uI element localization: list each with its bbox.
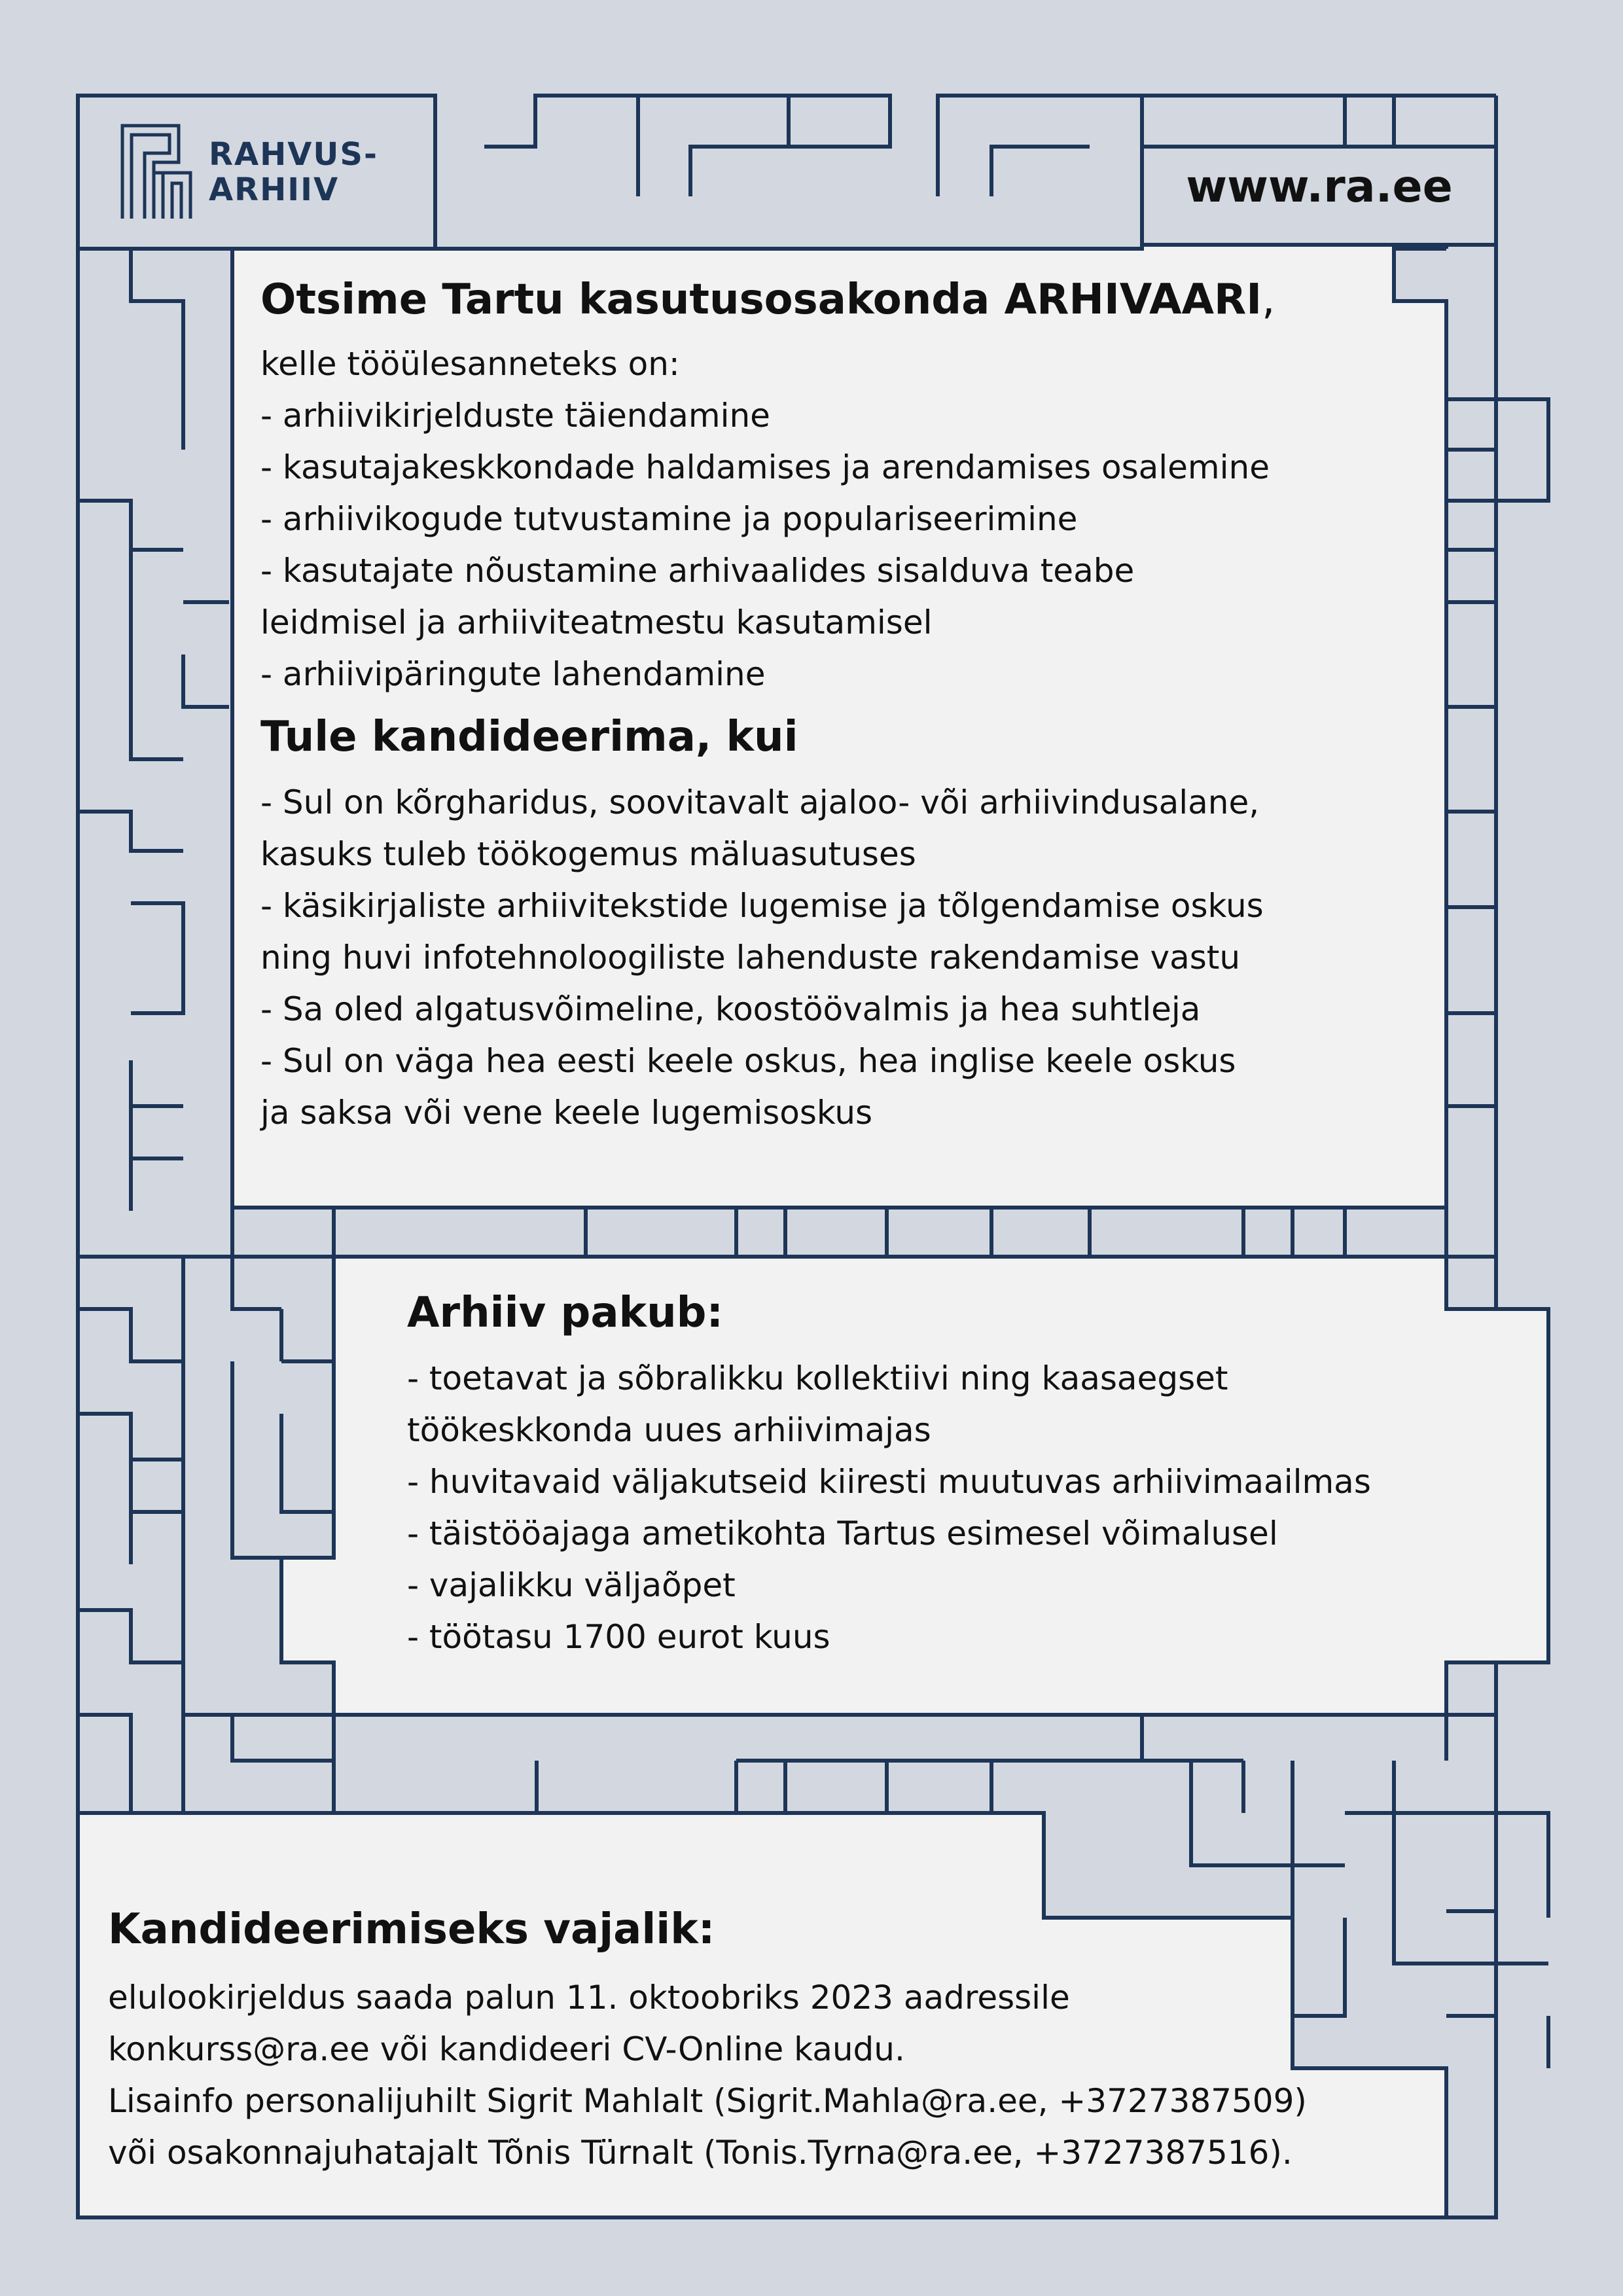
logo[interactable] bbox=[78, 96, 435, 249]
offer-title: Arhiiv pakub: bbox=[407, 1289, 724, 1337]
application-section bbox=[108, 1905, 1469, 2179]
duties-lead: kelle tööülesanneteks on: bbox=[260, 344, 680, 383]
job-intro-section bbox=[260, 275, 1432, 1139]
requirement-item: ja saksa või vene keele lugemisoskus bbox=[260, 1093, 873, 1132]
duty-item: leidmisel ja arhiiviteatmestu kasutamisel bbox=[260, 603, 933, 641]
duty-item: - kasutajate nõustamine arhivaalides sisalduva teabe bbox=[260, 551, 1135, 590]
offer-section bbox=[407, 1288, 1520, 1663]
job-title-main: Otsime Tartu kasutusosakonda ARHIVAARI bbox=[260, 276, 1262, 324]
requirements-title: Tule kandideerima, kui bbox=[260, 712, 798, 761]
duties-list bbox=[260, 390, 1432, 700]
logo-line2: ARHIIV bbox=[209, 171, 340, 208]
application-line: elulookirjeldus saada palun 11. oktoobriks 2023 aadressile bbox=[108, 1978, 1070, 2017]
requirements-list bbox=[260, 777, 1432, 1139]
offer-list bbox=[407, 1353, 1520, 1663]
application-title: Kandideerimiseks vajalik: bbox=[108, 1905, 715, 1954]
logo-line1: RAHVUS- bbox=[209, 136, 378, 173]
offer-item: - toetavat ja sõbralikku kollektiivi ning kaasaegset bbox=[407, 1359, 1228, 1397]
duty-item: - arhiivipäringute lahendamine bbox=[260, 655, 766, 693]
offer-item: - täistööajaga ametikohta Tartus esimesel võimalusel bbox=[407, 1514, 1278, 1552]
contact-line[interactable]: Lisainfo personalijuhilt Sigrit Mahlalt (Sigrit.Mahla@ra.ee, +3727387509) bbox=[108, 2081, 1307, 2120]
requirement-item: - Sul on kõrgharidus, soovitavalt ajaloo- või arhiivindusalane, bbox=[260, 783, 1260, 821]
contact-line[interactable]: või osakonnajuhatajalt Tõnis Türnalt (Tonis.Tyrna@ra.ee, +3727387516). bbox=[108, 2133, 1293, 2172]
application-line-email[interactable]: konkurss@ra.ee või kandideeri CV-Online kaudu. bbox=[108, 2030, 905, 2068]
offer-item: - töötasu 1700 eurot kuus bbox=[407, 1617, 830, 1656]
offer-item: töökeskkonda uues arhiivimajas bbox=[407, 1410, 931, 1449]
duty-item: - arhiivikirjelduste täiendamine bbox=[260, 396, 770, 435]
logo-text bbox=[209, 137, 378, 207]
duty-item: - arhiivikogude tutvustamine ja populariseerimine bbox=[260, 499, 1078, 538]
offer-item: - huvitavaid väljakutseid kiiresti muutuvas arhiivimaailmas bbox=[407, 1462, 1371, 1501]
archive-logo-icon bbox=[120, 123, 193, 221]
requirement-item: - Sa oled algatusvõimeline, koostöövalmis ja hea suhtleja bbox=[260, 990, 1201, 1028]
requirement-item: - käsikirjaliste arhiivitekstide lugemise ja tõlgendamise oskus bbox=[260, 886, 1264, 925]
requirement-item: ning huvi infotehnoloogiliste lahenduste rakendamise vastu bbox=[260, 938, 1241, 977]
offer-item: - vajalikku väljaõpet bbox=[407, 1566, 736, 1604]
job-title-suffix: , bbox=[1262, 276, 1275, 324]
duty-item: - kasutajakeskkondade haldamises ja arendamises osalemine bbox=[260, 448, 1270, 486]
requirement-item: - Sul on väga hea eesti keele oskus, hea inglise keele oskus bbox=[260, 1041, 1236, 1080]
job-title bbox=[260, 275, 1432, 325]
requirement-item: kasuks tuleb töökogemus mäluasutuses bbox=[260, 834, 916, 873]
website-link[interactable]: www.ra.ee bbox=[1186, 161, 1453, 213]
